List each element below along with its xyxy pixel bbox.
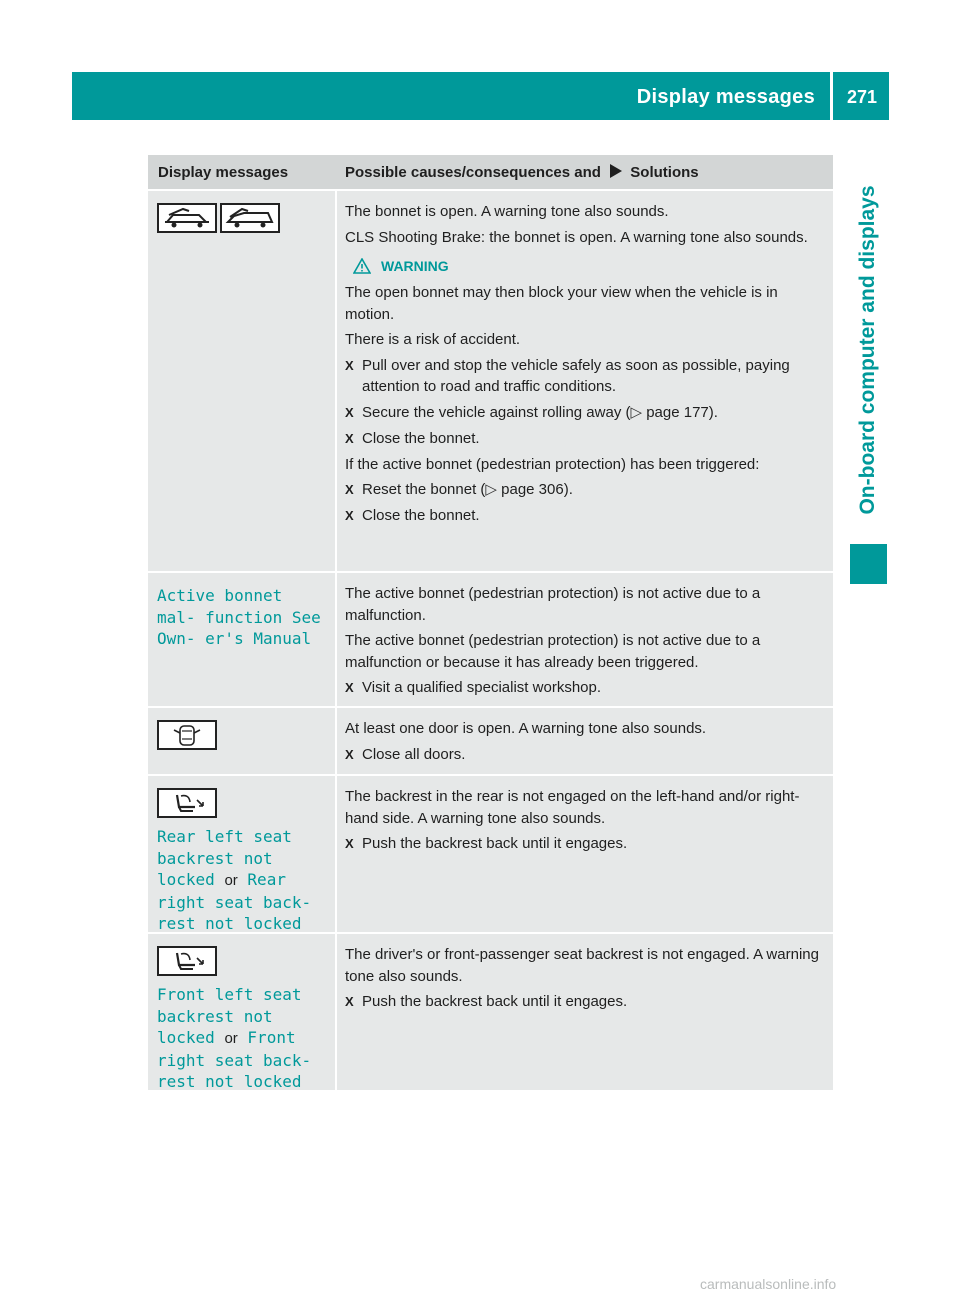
step-text	[362, 402, 718, 424]
step-text: Pull over and stop the vehicle safely as soon as possible, paying attention to road and traffic conditions.	[362, 356, 790, 395]
display-message-text	[157, 826, 327, 935]
message-cell	[148, 708, 335, 774]
step-marker-icon: X	[345, 357, 354, 373]
solution-step	[345, 991, 827, 1013]
step-text: Visit a qualified specialist workshop.	[362, 679, 602, 696]
solution-step	[345, 428, 827, 450]
solution-step	[345, 833, 827, 855]
message-part: Front right seat back‐ rest not locked	[157, 1028, 312, 1091]
message-part: Front left seat backrest not locked	[157, 985, 302, 1047]
chapter-marker	[850, 544, 887, 584]
cause-text: The backrest in the rear is not engaged on the left-hand and/or right-hand side. A warning tone also sounds.	[345, 788, 800, 827]
step-marker-icon: X	[345, 404, 354, 420]
column-header-display-messages: Display messages	[158, 164, 289, 181]
solutions-arrow-icon	[610, 164, 622, 178]
warning-triangle-icon	[353, 258, 371, 274]
cause-text: The active bonnet (pedestrian protection) is not active due to a malfunction or because it has already been triggered.	[345, 632, 761, 671]
page-number: 271	[846, 87, 878, 107]
seat-backrest-icon	[157, 788, 217, 818]
step-marker-icon: X	[345, 680, 354, 695]
cause-text: If the active bonnet (pedestrian protection) has been triggered:	[345, 455, 760, 473]
cause-text: The active bonnet (pedestrian protection) is not active due to a malfunction.	[345, 585, 761, 624]
header-divider	[830, 72, 833, 120]
solution-cell	[335, 708, 833, 774]
cause-text: The driver's or front-passenger seat backrest is not engaged. A warning tone also sounds.	[345, 946, 819, 985]
cause-text: At least one door is open. A warning tone also sounds.	[345, 720, 707, 737]
solution-step	[345, 744, 827, 766]
column-header-causes-label: Possible causes/consequences and	[345, 164, 601, 181]
page-reference-link[interactable]: page 177).	[646, 403, 718, 421]
warning-heading	[353, 258, 827, 274]
page-ref-icon: ▷	[630, 403, 643, 421]
step-text: Push the backrest back until it engages.	[362, 993, 628, 1010]
warning-text: There is a risk of accident.	[345, 331, 521, 348]
solution-step	[345, 479, 827, 501]
step-marker-icon: X	[345, 836, 354, 851]
message-or: or	[224, 872, 238, 889]
seat-backrest-icon	[157, 946, 217, 976]
display-messages-table	[148, 155, 833, 1090]
display-message-text	[157, 984, 327, 1093]
step-text: Close the bonnet.	[362, 507, 480, 524]
solution-step	[345, 677, 827, 699]
table-row	[148, 932, 833, 1090]
solution-cell	[335, 191, 833, 571]
step-marker-icon: X	[345, 430, 354, 446]
message-cell	[148, 573, 335, 706]
solution-cell	[335, 573, 833, 706]
cause-text: CLS Shooting Brake: the bonnet is open. A warning tone also sounds.	[345, 228, 808, 246]
bonnet-open-icon	[157, 203, 217, 233]
solution-step	[345, 505, 827, 527]
door-open-icon	[157, 720, 217, 750]
chapter-side-tab: On-board computer and displays	[856, 185, 879, 515]
column-header-solutions-label: Solutions	[630, 164, 699, 181]
step-marker-icon: X	[345, 746, 354, 762]
solution-cell	[335, 776, 833, 932]
message-part: Rear left seat backrest not locked	[157, 827, 292, 889]
page-ref-icon: ▷	[485, 481, 497, 498]
column-header-causes	[335, 155, 833, 189]
table-header	[148, 155, 833, 189]
message-cell	[148, 934, 335, 1090]
solution-cell	[335, 934, 833, 1090]
solution-step	[345, 402, 827, 424]
table-row	[148, 571, 833, 706]
step-marker-icon: X	[345, 482, 354, 497]
step-text	[362, 479, 573, 501]
table-row	[148, 189, 833, 571]
step-text-part: Secure the vehicle against rolling away (	[362, 403, 631, 421]
step-text: Close all doors.	[362, 745, 466, 763]
message-or: or	[224, 1030, 238, 1047]
table-row	[148, 774, 833, 932]
step-marker-icon: X	[345, 508, 354, 523]
step-text: Push the backrest back until it engages.	[362, 835, 628, 852]
page-title: Display messages	[636, 86, 815, 108]
message-cell	[148, 776, 335, 932]
page-reference-link[interactable]: page 306).	[501, 481, 573, 498]
table-row	[148, 706, 833, 774]
step-text-part: Reset the bonnet (	[362, 481, 486, 498]
step-text: Close the bonnet.	[362, 429, 480, 447]
message-cell	[148, 191, 335, 571]
footer-watermark: carmanualsonline.info	[700, 1276, 837, 1292]
bonnet-open-shooting-brake-icon	[220, 203, 280, 233]
step-marker-icon: X	[345, 994, 354, 1009]
display-message-text: Active bonnet mal‐ function See Own‐ er's Manual	[157, 586, 321, 648]
warning-label: WARNING	[381, 258, 449, 274]
cause-text: The bonnet is open. A warning tone also sounds.	[345, 203, 669, 220]
solution-step	[345, 355, 827, 398]
page-header	[72, 72, 889, 120]
message-part: Rear right seat back‐ rest not locked	[157, 870, 312, 933]
warning-text: The open bonnet may then block your view when the vehicle is in motion.	[345, 284, 778, 323]
